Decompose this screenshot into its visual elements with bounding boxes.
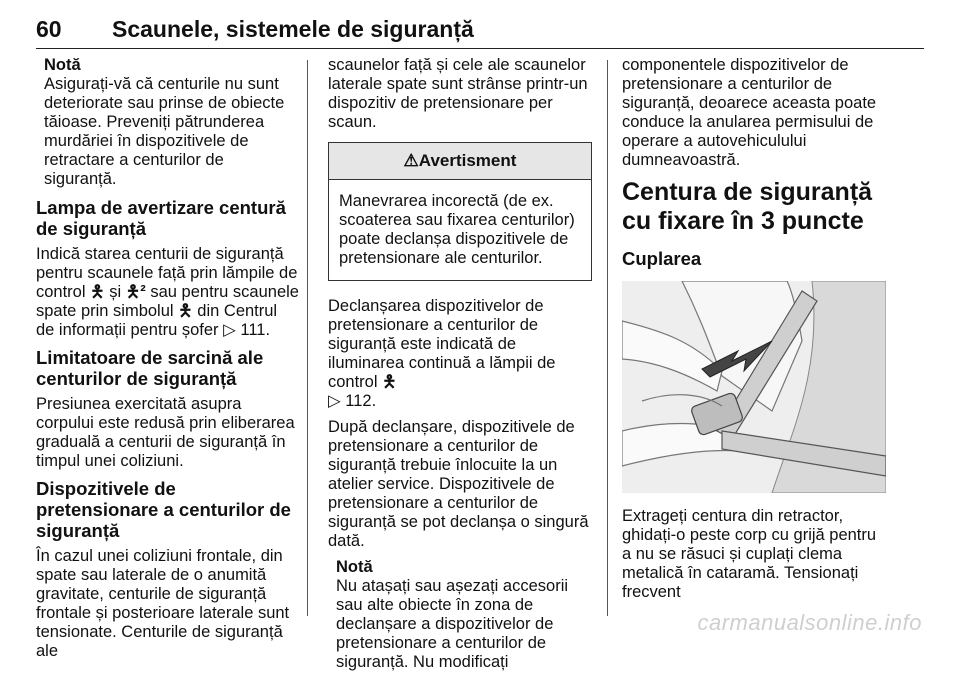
- warning-triangle-icon: ⚠: [403, 151, 419, 170]
- seatbelt-icon: 🯅: [178, 302, 193, 320]
- section-heading-load-limiters: Limitatoare de sarcină ale centurilor de siguranță: [36, 347, 264, 389]
- paragraph-continued: scaunelor față și cele ale scaunelor laterale spate sunt strânse printr-un dispozitiv de pretensionare per scaun.: [328, 56, 588, 131]
- paragraph-continued: componentele dispozitivelor de pretensionare a centurilor de siguranță, deoarece aceasta poate conduce la anularea permisului de operare a autovehiculului dumneavoastră.: [622, 56, 877, 169]
- seatbelt-rear-icon: 🯅²: [125, 283, 146, 301]
- airbag-warning-icon: 🯅: [382, 373, 397, 391]
- column-divider: [607, 60, 608, 616]
- section-heading-pretensioners: Dispozitivele de pretensionare a centurilor de siguranță: [36, 478, 291, 541]
- paragraph-deployment: Declanșarea dispozitivelor de pretensionare a centurilor de siguranță este indicată de iluminarea continuă a lămpii de control 🯅 ▷ 112.: [328, 297, 556, 410]
- section-heading-warning-lamp: Lampa de avertizare centură de siguranță: [36, 197, 286, 239]
- note-text: Nu atașați sau așezați accesorii sau alte obiecte în zona de declanșare a dispozitivelor de pretensionare a centurilor de siguranță. Nu modificați: [336, 577, 569, 671]
- note-title: Notă: [44, 56, 81, 74]
- note-box: [36, 56, 300, 189]
- note-title: Notă: [336, 558, 373, 576]
- warning-header: ⚠Avertisment: [329, 143, 591, 180]
- paragraph-fastening: Extrageți centura din retractor, ghidați-o peste corp cu grijă pentru a nu se răsuci și cuplați clema metalică în cataramă. Tensionați frecvent: [622, 507, 877, 601]
- paragraph-warning-lamp: Indică starea centurii de siguranță pentru scaunele față prin lămpile de control 🯅 și 🯅² sau pentru scaunele spate prin simbolul 🯅 din Centrul de informații pentru șofer ▷ 111.: [36, 245, 299, 339]
- warning-text: Manevrarea incorectă (de ex. scoaterea sau fixarea centurilor) poate declanșa dispozitivele de pretensionare ale centurilor.: [339, 192, 575, 267]
- paragraph-load-limiters: Presiunea exercitată asupra corpului este redusă prin eliberarea graduală a centurii de siguranță în timpul unei coliziuni.: [36, 395, 295, 470]
- column-1: [36, 56, 300, 668]
- chapter-title: Scaunele, sistemele de siguranță: [112, 16, 474, 42]
- page-ref-icon: ▷: [223, 321, 236, 339]
- column-2: [328, 56, 592, 680]
- seatbelt-fastening-illustration: [622, 281, 886, 493]
- note-text: Asigurați-vă că centurile nu sunt deteriorate sau prinse de obiecte tăioase. Preveniți pătrunderea murdăriei în dispozitivele de retractare a centurilor de siguranță.: [44, 75, 285, 188]
- section-heading-3-point-belt: Centura de siguranță cu fixare în 3 puncte: [622, 178, 873, 235]
- page-header: [36, 12, 924, 49]
- page-number: 60: [36, 16, 62, 42]
- column-3: [622, 56, 888, 609]
- seatbelt-illustration-svg: [622, 281, 886, 493]
- paragraph-after-deployment: După declanșare, dispozitivele de pretensionare a centurilor de siguranță trebuie înlocuite la un atelier service. Dispozitivele de pretensionare a centurilor de siguranță se pot declanșa o singură dată.: [328, 418, 589, 550]
- seatbelt-icon: 🯅: [90, 283, 105, 301]
- page-ref-link[interactable]: 111.: [240, 321, 271, 339]
- watermark: carmanualsonline.info: [697, 610, 922, 635]
- column-divider: [307, 60, 308, 616]
- warning-box: [328, 142, 592, 281]
- page-ref-icon: ▷: [328, 392, 341, 410]
- subheading-fastening: Cuplarea: [622, 248, 702, 269]
- note-box: [328, 558, 592, 672]
- page-ref-link[interactable]: 112.: [345, 392, 377, 410]
- paragraph-pretensioners: În cazul unei coliziuni frontale, din spate sau laterale de o anumită gravitate, centurile de siguranță frontale și posterioare laterale sunt tensionate. Centurile de siguranță ale: [36, 547, 290, 660]
